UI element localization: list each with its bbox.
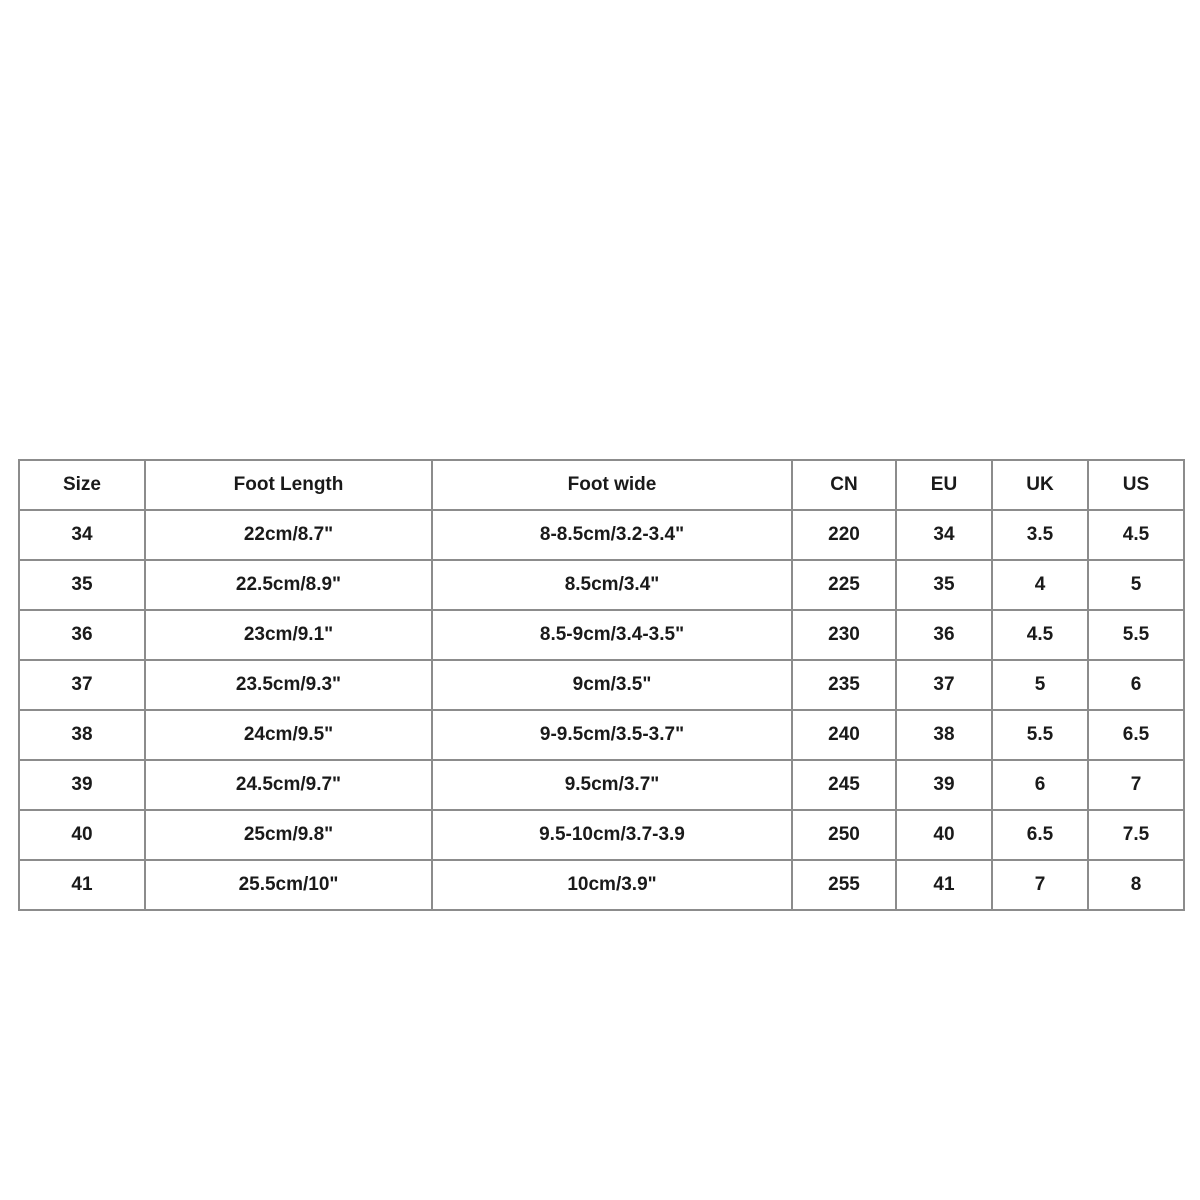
table-row: [19, 610, 1184, 660]
header-foot-wide: Foot wide: [432, 460, 792, 510]
cell-size: 41: [19, 860, 145, 910]
cell-eu: 39: [896, 760, 992, 810]
cell-uk: 4.5: [992, 610, 1088, 660]
header-size: Size: [19, 460, 145, 510]
size-chart-header: [19, 460, 1184, 510]
cell-foot-wide: 8-8.5cm/3.2-3.4": [432, 510, 792, 560]
cell-cn: 230: [792, 610, 896, 660]
cell-foot-wide: 9-9.5cm/3.5-3.7": [432, 710, 792, 760]
cell-cn: 235: [792, 660, 896, 710]
cell-us: 4.5: [1088, 510, 1184, 560]
cell-foot-length: 23.5cm/9.3": [145, 660, 432, 710]
cell-cn: 245: [792, 760, 896, 810]
cell-size: 35: [19, 560, 145, 610]
cell-us: 8: [1088, 860, 1184, 910]
header-row: [19, 460, 1184, 510]
cell-eu: 37: [896, 660, 992, 710]
cell-uk: 6: [992, 760, 1088, 810]
cell-foot-wide: 9cm/3.5": [432, 660, 792, 710]
cell-uk: 5: [992, 660, 1088, 710]
header-uk: UK: [992, 460, 1088, 510]
cell-foot-length: 25cm/9.8": [145, 810, 432, 860]
cell-size: 39: [19, 760, 145, 810]
cell-uk: 6.5: [992, 810, 1088, 860]
cell-uk: 5.5: [992, 710, 1088, 760]
table-row: [19, 710, 1184, 760]
cell-size: 36: [19, 610, 145, 660]
size-chart-table: [18, 459, 1185, 911]
table-row: [19, 760, 1184, 810]
table-row: [19, 810, 1184, 860]
cell-cn: 250: [792, 810, 896, 860]
cell-eu: 35: [896, 560, 992, 610]
cell-us: 6: [1088, 660, 1184, 710]
cell-eu: 34: [896, 510, 992, 560]
table-row: [19, 510, 1184, 560]
cell-eu: 40: [896, 810, 992, 860]
cell-foot-length: 22.5cm/8.9": [145, 560, 432, 610]
cell-foot-wide: 8.5-9cm/3.4-3.5": [432, 610, 792, 660]
header-us: US: [1088, 460, 1184, 510]
cell-eu: 41: [896, 860, 992, 910]
cell-foot-length: 24.5cm/9.7": [145, 760, 432, 810]
cell-us: 5: [1088, 560, 1184, 610]
cell-foot-wide: 9.5cm/3.7": [432, 760, 792, 810]
cell-us: 7: [1088, 760, 1184, 810]
cell-cn: 225: [792, 560, 896, 610]
cell-size: 37: [19, 660, 145, 710]
cell-size: 38: [19, 710, 145, 760]
cell-us: 7.5: [1088, 810, 1184, 860]
cell-foot-length: 23cm/9.1": [145, 610, 432, 660]
cell-foot-wide: 10cm/3.9": [432, 860, 792, 910]
cell-cn: 255: [792, 860, 896, 910]
cell-uk: 7: [992, 860, 1088, 910]
table-row: [19, 660, 1184, 710]
cell-foot-length: 24cm/9.5": [145, 710, 432, 760]
cell-uk: 3.5: [992, 510, 1088, 560]
cell-cn: 240: [792, 710, 896, 760]
cell-eu: 38: [896, 710, 992, 760]
cell-uk: 4: [992, 560, 1088, 610]
header-foot-length: Foot Length: [145, 460, 432, 510]
cell-size: 40: [19, 810, 145, 860]
size-chart-body: [19, 510, 1184, 910]
cell-size: 34: [19, 510, 145, 560]
table-row: [19, 560, 1184, 610]
cell-foot-length: 22cm/8.7": [145, 510, 432, 560]
cell-eu: 36: [896, 610, 992, 660]
header-eu: EU: [896, 460, 992, 510]
cell-foot-length: 25.5cm/10": [145, 860, 432, 910]
cell-us: 6.5: [1088, 710, 1184, 760]
cell-foot-wide: 9.5-10cm/3.7-3.9: [432, 810, 792, 860]
cell-foot-wide: 8.5cm/3.4": [432, 560, 792, 610]
cell-cn: 220: [792, 510, 896, 560]
table-row: [19, 860, 1184, 910]
cell-us: 5.5: [1088, 610, 1184, 660]
header-cn: CN: [792, 460, 896, 510]
